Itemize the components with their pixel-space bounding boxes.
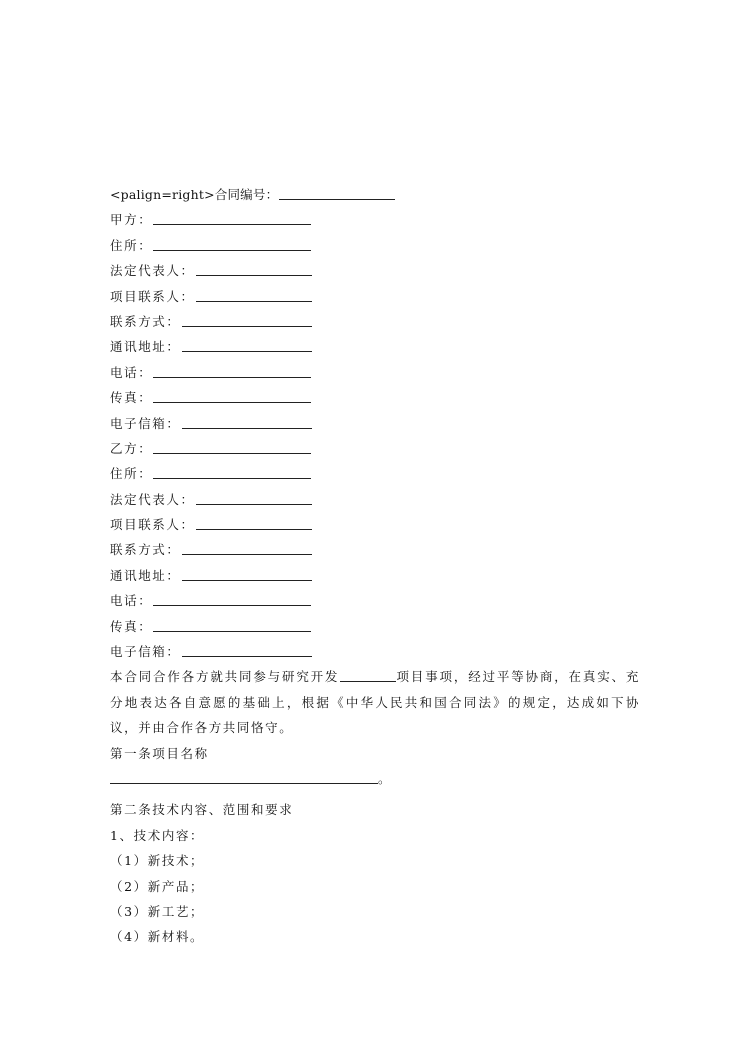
party-b-name-line (110, 436, 640, 461)
preamble-paragraph (110, 664, 640, 740)
party-a-mailing-address-line (110, 334, 640, 359)
party-a-project-contact-label: 项目联系人： (110, 288, 195, 304)
party-b-contact-method-line (110, 537, 640, 562)
party-a-email-label: 电子信箱： (110, 415, 181, 431)
party-b-email-label: 电子信箱： (110, 644, 181, 660)
party-a-name-line (110, 207, 640, 232)
party-b-contact-method-label: 联系方式： (110, 542, 181, 558)
party-a-fax-line (110, 385, 640, 410)
party-a-fax-label: 传真： (110, 390, 153, 406)
party-a-phone-label: 电话： (110, 364, 153, 380)
party-a-email-blank (182, 413, 312, 429)
party-b-email-line (110, 639, 640, 664)
article-1-name-blank (110, 768, 378, 784)
party-a-address-label: 住所： (110, 237, 153, 253)
article-1-end-mark: 。 (378, 771, 393, 787)
party-a-name-blank (153, 209, 311, 225)
party-a-email-line (110, 411, 640, 436)
contract-number-blank (279, 184, 395, 200)
party-b-mailing-address-line (110, 563, 640, 588)
article-2-sub-1: （1）新技术； (110, 853, 205, 869)
party-a-legal-rep-label: 法定代表人： (110, 263, 195, 279)
party-a-contact-method-blank (182, 311, 312, 327)
party-b-mailing-address-blank (182, 565, 312, 581)
party-b-phone-blank (153, 590, 311, 606)
party-a-legal-rep-line (110, 258, 640, 283)
party-b-phone-label: 电话： (110, 593, 153, 609)
party-b-name-blank (153, 438, 311, 454)
party-a-legal-rep-blank (196, 260, 312, 276)
party-b-fax-blank (153, 616, 311, 632)
article-2-title: 第二条技术内容、范围和要求 (110, 802, 294, 818)
party-b-contact-method-blank (182, 539, 312, 555)
article-1-title: 第一条项目名称 (110, 745, 209, 761)
contract-document (110, 182, 640, 950)
article-2-sub-3: （3）新工艺； (110, 903, 205, 919)
contract-number-label: <palign=right>合同编号： (110, 187, 279, 202)
article-2-item-1: 1、技术内容： (110, 827, 205, 843)
party-b-fax-label: 传真： (110, 618, 153, 634)
party-b-phone-line (110, 588, 640, 613)
party-b-legal-rep-line (110, 487, 640, 512)
party-b-project-contact-line (110, 512, 640, 537)
party-a-project-contact-line (110, 284, 640, 309)
party-b-mailing-address-label: 通讯地址： (110, 567, 181, 583)
party-b-address-blank (153, 463, 311, 479)
party-a-address-blank (153, 235, 311, 251)
party-a-name-label: 甲方： (110, 212, 153, 228)
preamble-part1: 本合同合作各方就共同参与研究开发 (110, 669, 340, 685)
party-b-name-label: 乙方： (110, 440, 153, 456)
preamble-part2: 项目事项，经过平等协商，在真实、充分地表达各自意愿的基础上，根据《中华人民共和国合同法》的规定，达成如下协议，并由合作各方共同恪守。 (110, 669, 640, 736)
party-b-fax-line (110, 614, 640, 639)
party-a-contact-method-label: 联系方式： (110, 313, 181, 329)
party-a-project-contact-blank (196, 286, 312, 302)
article-2-sub-4: （4）新材料。 (110, 929, 205, 945)
article-1-name-line (110, 766, 640, 791)
party-b-project-contact-label: 项目联系人： (110, 517, 195, 533)
party-b-address-line (110, 461, 640, 486)
preamble-project-blank (340, 668, 396, 682)
contract-number-line (110, 182, 640, 207)
party-b-address-label: 住所： (110, 466, 153, 482)
party-a-mailing-address-label: 通讯地址： (110, 339, 181, 355)
party-a-contact-method-line (110, 309, 640, 334)
party-a-fax-blank (153, 387, 311, 403)
party-b-email-blank (182, 641, 312, 657)
party-a-address-line (110, 233, 640, 258)
party-b-project-contact-blank (196, 514, 312, 530)
article-2-sub-2: （2）新产品； (110, 878, 205, 894)
party-b-legal-rep-blank (196, 489, 312, 505)
party-a-phone-line (110, 360, 640, 385)
party-a-phone-blank (153, 362, 311, 378)
party-b-legal-rep-label: 法定代表人： (110, 491, 195, 507)
party-a-mailing-address-blank (182, 336, 312, 352)
